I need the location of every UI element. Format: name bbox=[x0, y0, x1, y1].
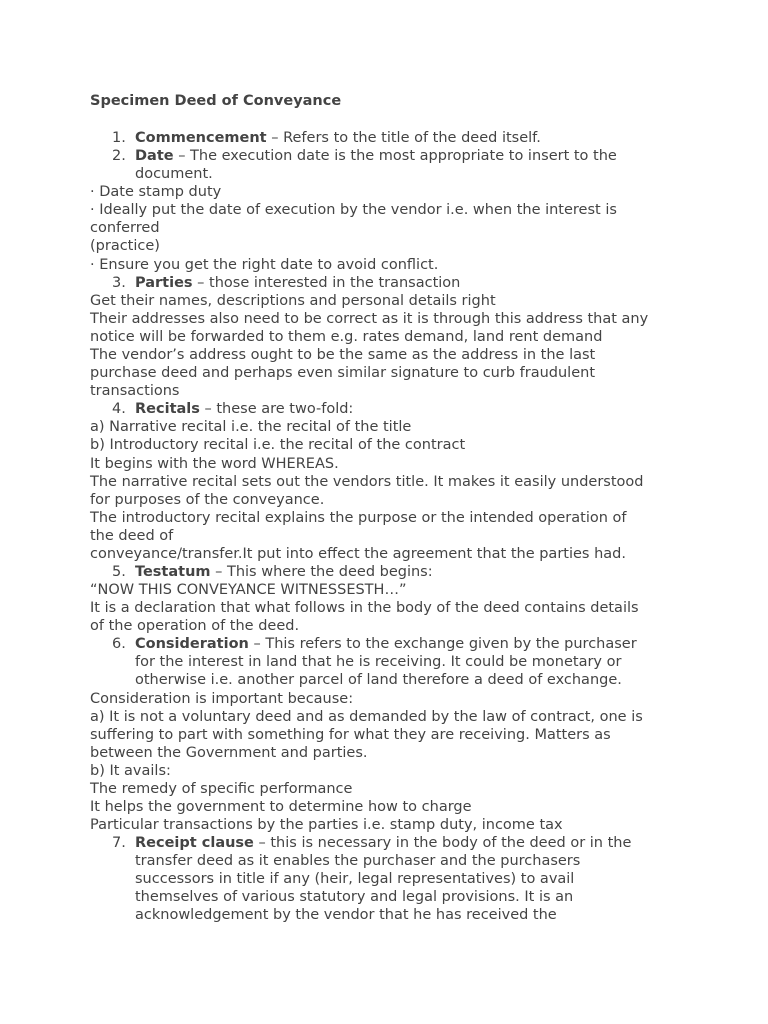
body-line: suffering to part with something for what they are receiving. Matters as bbox=[90, 727, 611, 743]
body-line: notice will be forwarded to them e.g. rates demand, land rent demand bbox=[90, 329, 603, 345]
body-line: between the Government and parties. bbox=[90, 745, 368, 761]
list-text-continued: for the interest in land that he is receiving. It could be monetary or bbox=[135, 654, 622, 670]
body-line: Their addresses also need to be correct as it is through this address that any bbox=[90, 311, 649, 327]
list-heading: Consideration bbox=[135, 636, 249, 652]
body-line: · Ensure you get the right date to avoid conflict. bbox=[90, 257, 439, 273]
list-text: – This where the deed begins: bbox=[210, 564, 433, 580]
list-text-continued: document. bbox=[135, 166, 213, 182]
body-line: of the operation of the deed. bbox=[90, 618, 300, 634]
list-text: – this is necessary in the body of the deed or in the bbox=[253, 835, 632, 851]
body-line: transactions bbox=[90, 383, 180, 399]
list-text: – The execution date is the most appropriate to insert to the bbox=[173, 148, 617, 164]
list-item bbox=[135, 563, 433, 581]
list-number: 4. bbox=[112, 401, 126, 417]
body-line: “NOW THIS CONVEYANCE WITNESSESTH…” bbox=[90, 582, 407, 598]
list-number: 7. bbox=[112, 835, 126, 851]
list-number: 5. bbox=[112, 564, 126, 580]
list-text-continued: transfer deed as it enables the purchaser and the purchasers bbox=[135, 853, 581, 869]
body-line: conveyance/transfer.It put into effect the agreement that the parties had. bbox=[90, 546, 626, 562]
list-text: – those interested in the transaction bbox=[192, 275, 461, 291]
document-title: Specimen Deed of Conveyance bbox=[90, 93, 342, 109]
body-line: a) Narrative recital i.e. the recital of the title bbox=[90, 419, 412, 435]
list-text-continued: themselves of various statutory and legal provisions. It is an bbox=[135, 889, 574, 905]
body-line: for purposes of the conveyance. bbox=[90, 492, 325, 508]
list-item bbox=[135, 400, 353, 418]
list-text: – Refers to the title of the deed itself. bbox=[266, 130, 541, 146]
list-heading: Testatum bbox=[135, 564, 211, 580]
list-heading: Commencement bbox=[135, 130, 267, 146]
body-line: It is a declaration that what follows in the body of the deed contains details bbox=[90, 600, 639, 616]
body-line: The vendor’s address ought to be the same as the address in the last bbox=[90, 347, 596, 363]
body-line: the deed of bbox=[90, 528, 174, 544]
list-item bbox=[135, 147, 617, 165]
list-heading: Recitals bbox=[135, 401, 200, 417]
body-line: conferred bbox=[90, 220, 160, 236]
body-line: · Ideally put the date of execution by the vendor i.e. when the interest is bbox=[90, 202, 617, 218]
list-number: 6. bbox=[112, 636, 126, 652]
list-heading: Receipt clause bbox=[135, 835, 254, 851]
body-line: b) Introductory recital i.e. the recital of the contract bbox=[90, 437, 466, 453]
list-text-continued: successors in title if any (heir, legal representatives) to avail bbox=[135, 871, 575, 887]
body-line: The introductory recital explains the purpose or the intended operation of bbox=[90, 510, 627, 526]
body-line: (practice) bbox=[90, 238, 160, 254]
body-line: It helps the government to determine how to charge bbox=[90, 799, 472, 815]
body-line: · Date stamp duty bbox=[90, 184, 222, 200]
list-heading: Date bbox=[135, 148, 174, 164]
list-text-continued: acknowledgement by the vendor that he has received the bbox=[135, 907, 557, 923]
list-item bbox=[135, 635, 637, 653]
body-line: Get their names, descriptions and personal details right bbox=[90, 293, 496, 309]
body-line: Particular transactions by the parties i.e. stamp duty, income tax bbox=[90, 817, 563, 833]
list-text: – This refers to the exchange given by the purchaser bbox=[248, 636, 637, 652]
list-item bbox=[135, 834, 631, 852]
body-line: purchase deed and perhaps even similar signature to curb fraudulent bbox=[90, 365, 596, 381]
body-line: b) It avails: bbox=[90, 763, 171, 779]
body-line: a) It is not a voluntary deed and as demanded by the law of contract, one is bbox=[90, 709, 643, 725]
list-item bbox=[135, 129, 541, 147]
body-line: It begins with the word WHEREAS. bbox=[90, 456, 339, 472]
list-heading: Parties bbox=[135, 275, 193, 291]
list-item bbox=[135, 274, 460, 292]
list-text: – these are two-fold: bbox=[199, 401, 354, 417]
body-line: The remedy of specific performance bbox=[90, 781, 353, 797]
list-number: 2. bbox=[112, 148, 126, 164]
list-number: 3. bbox=[112, 275, 126, 291]
body-line: The narrative recital sets out the vendors title. It makes it easily understood bbox=[90, 474, 644, 490]
list-text-continued: otherwise i.e. another parcel of land therefore a deed of exchange. bbox=[135, 672, 622, 688]
body-line: Consideration is important because: bbox=[90, 691, 354, 707]
list-number: 1. bbox=[112, 130, 126, 146]
